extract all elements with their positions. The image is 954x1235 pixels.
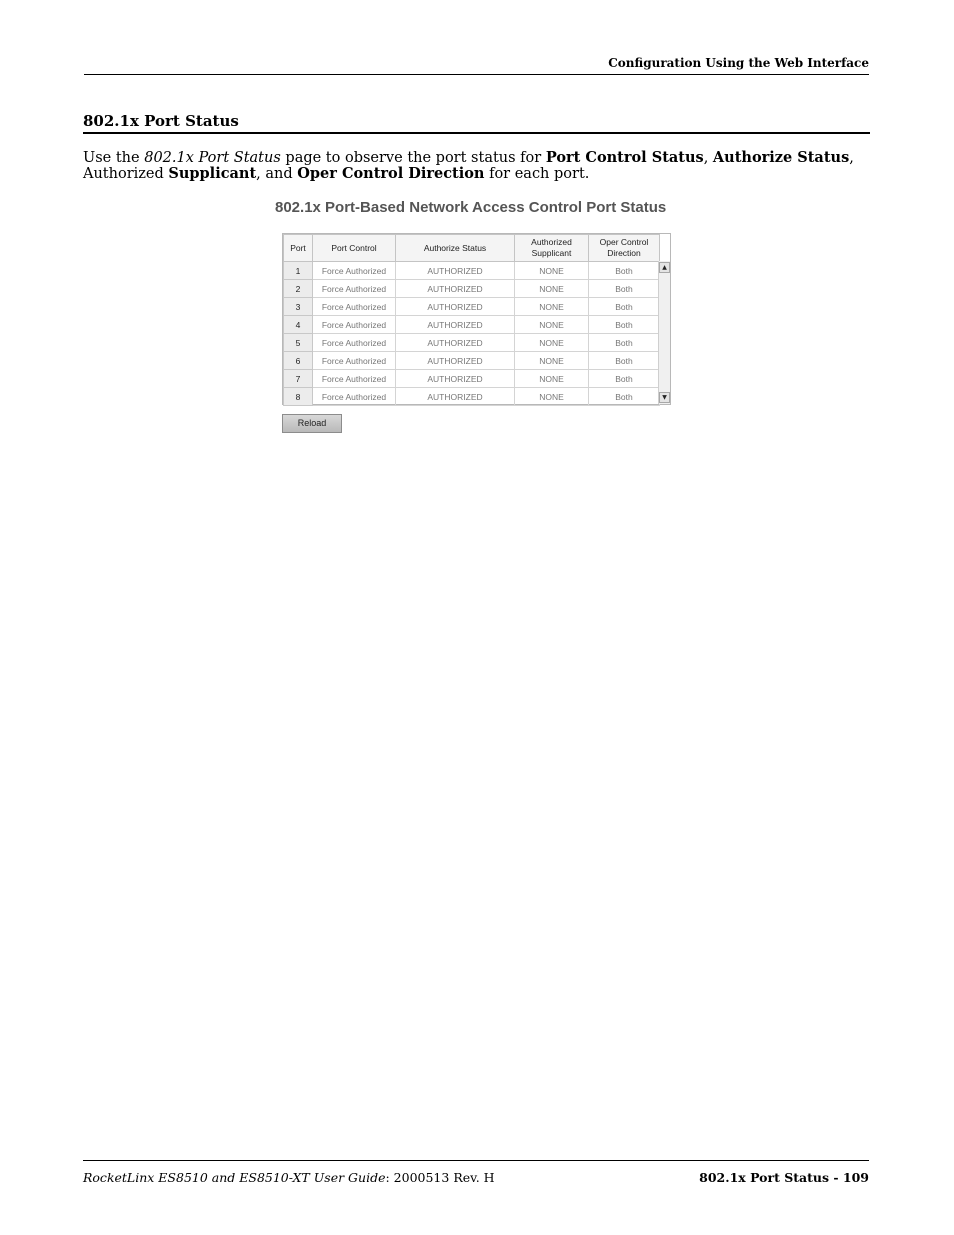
column-header-port-control: Port Control [313, 235, 396, 262]
authorized-supplicant-cell: NONE [515, 298, 589, 316]
intro-text: , [703, 150, 713, 166]
authorize-status-cell: AUTHORIZED [396, 370, 515, 388]
scroll-up-arrow-icon[interactable]: ▲ [659, 262, 670, 273]
port-number-cell: 7 [284, 370, 313, 388]
authorize-status-cell: AUTHORIZED [396, 262, 515, 280]
oper-control-direction-cell: Both [589, 334, 660, 352]
intro-term-supplicant: Supplicant [168, 165, 257, 182]
authorized-supplicant-cell: NONE [515, 334, 589, 352]
reload-button[interactable]: Reload [282, 414, 342, 433]
table-row [284, 370, 660, 388]
intro-term-port-control-status: Port Control Status [545, 149, 704, 166]
intro-text: Use the [83, 150, 145, 166]
section-title: 802.1x Port Status [83, 112, 870, 134]
authorized-supplicant-cell: NONE [515, 370, 589, 388]
intro-paragraph [83, 150, 870, 182]
port-control-cell: Force Authorized [313, 352, 396, 370]
port-control-cell: Force Authorized [313, 262, 396, 280]
port-number-cell: 4 [284, 316, 313, 334]
column-header-authorized-supplicant: Authorized Supplicant [515, 235, 589, 262]
port-control-cell: Force Authorized [313, 280, 396, 298]
column-header-oper-control-direction: Oper Control Direction [589, 235, 660, 262]
authorize-status-cell: AUTHORIZED [396, 316, 515, 334]
authorized-supplicant-cell: NONE [515, 388, 589, 406]
column-header-authorize-status: Authorize Status [396, 235, 515, 262]
oper-control-direction-cell: Both [589, 298, 660, 316]
oper-control-direction-cell: Both [589, 280, 660, 298]
authorize-status-cell: AUTHORIZED [396, 334, 515, 352]
port-number-cell: 1 [284, 262, 313, 280]
port-status-table [283, 234, 660, 406]
footer-doc-id: : 2000513 Rev. H [385, 1170, 495, 1185]
intro-term-authorize-status: Authorize Status [712, 149, 850, 166]
footer-guide-reference [83, 1170, 495, 1185]
oper-control-direction-cell: Both [589, 316, 660, 334]
table-row [284, 262, 660, 280]
figure-title: 802.1x Port-Based Network Access Control Port Status [275, 199, 667, 216]
table-scrollbar[interactable] [658, 261, 670, 404]
table-row [284, 334, 660, 352]
port-control-cell: Force Authorized [313, 370, 396, 388]
oper-control-direction-cell: Both [589, 352, 660, 370]
port-number-cell: 6 [284, 352, 313, 370]
column-header-port: Port [284, 235, 313, 262]
port-control-cell: Force Authorized [313, 388, 396, 406]
intro-text: for each port. [484, 166, 590, 182]
authorize-status-cell: AUTHORIZED [396, 280, 515, 298]
authorize-status-cell: AUTHORIZED [396, 352, 515, 370]
table-row [284, 388, 660, 406]
intro-text: , Authorized [83, 150, 854, 182]
port-status-table-panel [282, 233, 671, 405]
port-number-cell: 2 [284, 280, 313, 298]
port-control-cell: Force Authorized [313, 334, 396, 352]
authorized-supplicant-cell: NONE [515, 262, 589, 280]
oper-control-direction-cell: Both [589, 370, 660, 388]
authorized-supplicant-cell: NONE [515, 352, 589, 370]
intro-term-oper-control-direction: Oper Control Direction [297, 165, 485, 182]
authorize-status-cell: AUTHORIZED [396, 298, 515, 316]
authorized-supplicant-cell: NONE [515, 316, 589, 334]
table-row [284, 280, 660, 298]
table-header-row [284, 235, 660, 262]
intro-text: , and [256, 166, 298, 182]
oper-control-direction-cell: Both [589, 262, 660, 280]
oper-control-direction-cell: Both [589, 388, 660, 406]
table-row [284, 316, 660, 334]
authorized-supplicant-cell: NONE [515, 280, 589, 298]
running-header: Configuration Using the Web Interface [84, 56, 869, 75]
page-footer [83, 1160, 869, 1185]
footer-guide-title: RocketLinx ES8510 and ES8510-XT User Guide [83, 1170, 386, 1185]
footer-page-label: 802.1x Port Status - 109 [699, 1170, 869, 1185]
port-number-cell: 5 [284, 334, 313, 352]
port-number-cell: 8 [284, 388, 313, 406]
intro-text: page to observe the port status for [280, 150, 546, 166]
port-control-cell: Force Authorized [313, 316, 396, 334]
port-number-cell: 3 [284, 298, 313, 316]
port-control-cell: Force Authorized [313, 298, 396, 316]
table-row [284, 298, 660, 316]
intro-page-name: 802.1x Port Status [144, 150, 281, 166]
table-row [284, 352, 660, 370]
scroll-down-arrow-icon[interactable]: ▼ [659, 392, 670, 403]
authorize-status-cell: AUTHORIZED [396, 388, 515, 406]
